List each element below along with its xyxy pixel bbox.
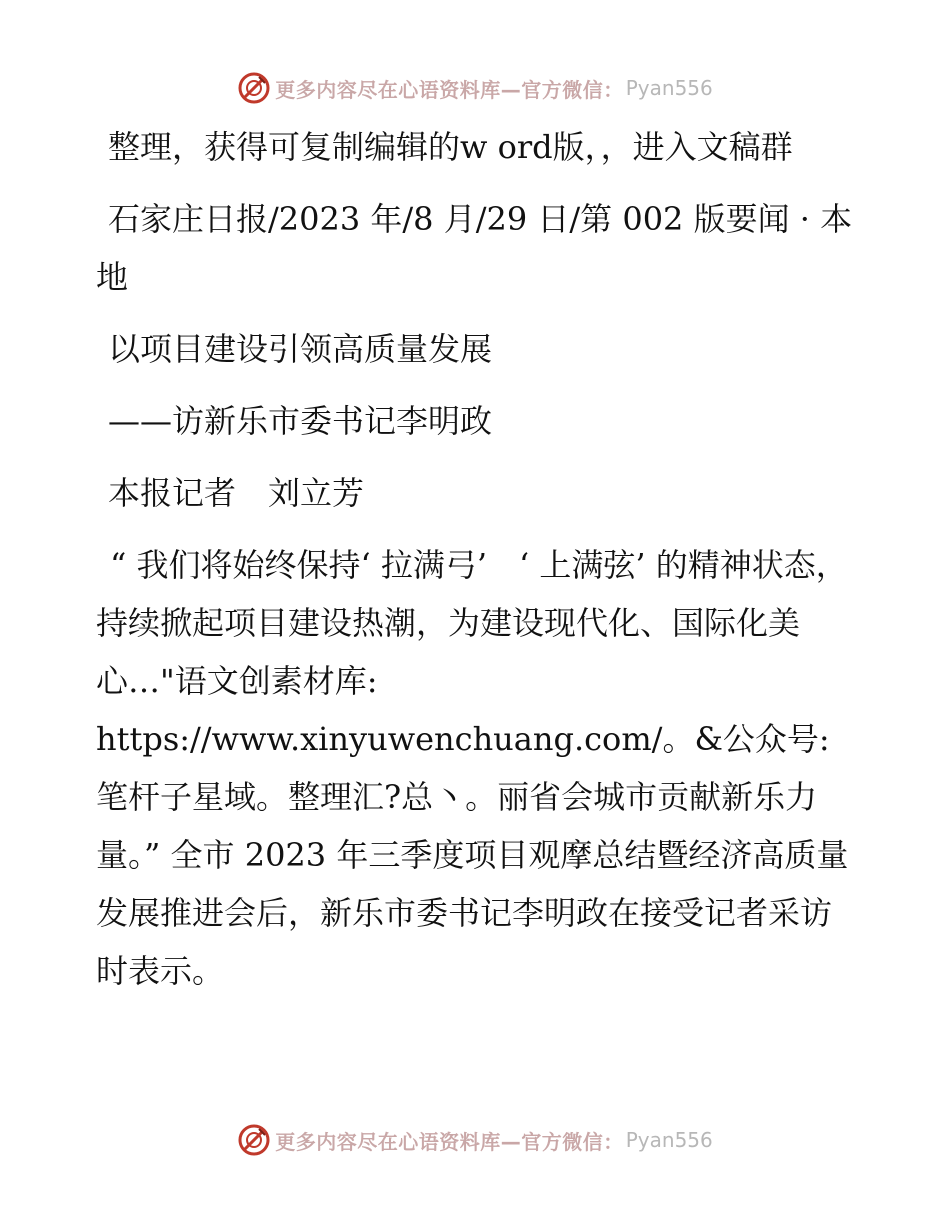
watermark-id: Pyan556 (625, 76, 713, 100)
watermark-footer (0, 1120, 950, 1160)
article-title: 以项目建设引领高质量发展 (108, 330, 493, 368)
note-paragraph: 整理，获得可复制编辑的w ord版，，进入文稿群 (108, 128, 793, 166)
watermark-text: 更多内容尽在心语资料库—官方微信： (275, 77, 624, 102)
article-subtitle: ——访新乐市委书记李明政 (108, 402, 493, 440)
watermark-id: Pyan556 (625, 1128, 713, 1152)
logo-icon (237, 71, 271, 105)
watermark-header (0, 68, 950, 108)
body-paragraph: “ 我们将始终保持‘ 拉满弓’ ‘ 上满弦’ 的精神状态，持续掀起项目建设热潮，为建设现代化、国际化美心…"语文创素材库: https://www.xinyuwenchuang.com/。&公众号: 笔杆子星域。整理汇?总丶。丽省会城市贡献新乐力量。” 全市 2023 年三季度项目观摩总结暨经济高质量发展推进会后，新乐市委书记李明政在接受记者采访时表示。 (96, 546, 849, 990)
document-body (96, 118, 856, 1014)
logo-icon (237, 1123, 271, 1157)
byline: 本报记者 刘立芳 (108, 474, 365, 512)
source-line: 石家庄日报/2023 年/8 月/29 日/第 002 版要闻 · 本地 (96, 200, 853, 296)
watermark-text: 更多内容尽在心语资料库—官方微信： (275, 1129, 624, 1154)
